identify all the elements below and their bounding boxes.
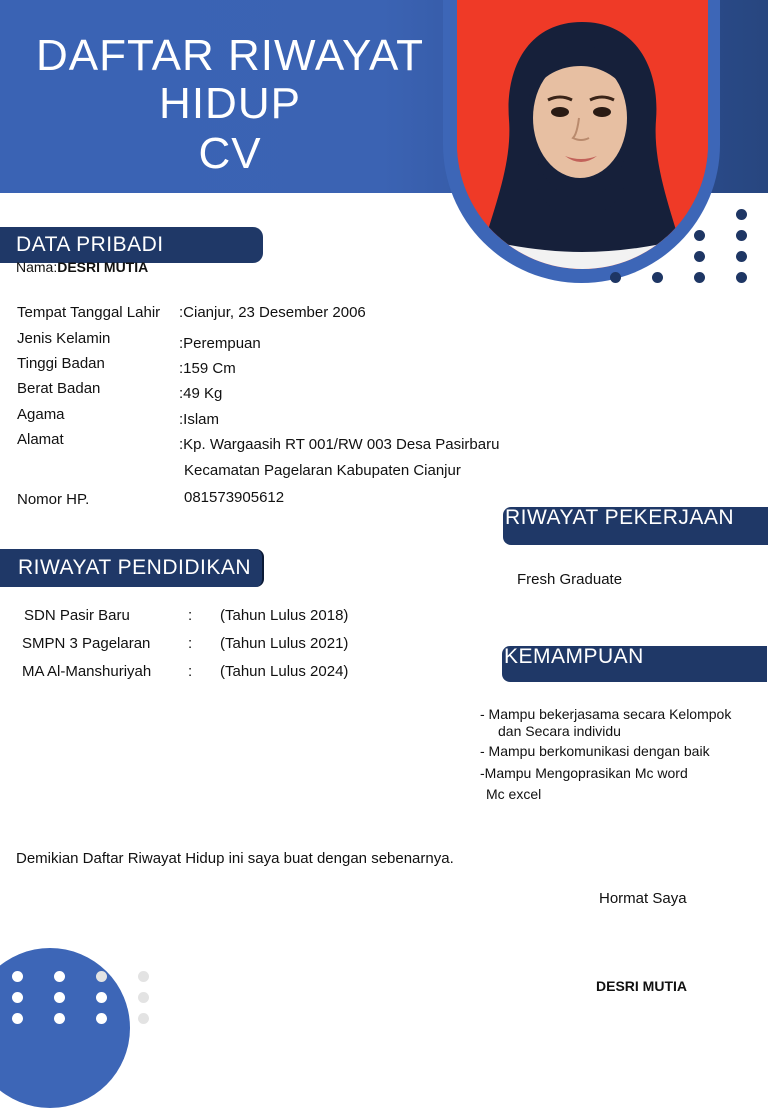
- field-value: :Cianjur, 23 Desember 2006: [179, 304, 366, 321]
- decor-dot: [96, 992, 107, 1003]
- school-name: SMPN 3 Pagelaran: [22, 635, 151, 652]
- skill-item: - Mampu bekerjasama secara Kelompok: [480, 706, 732, 722]
- signature-name: DESRI MUTIA: [596, 978, 687, 994]
- section-heading-pekerjaan: RIWAYAT PEKERJAAN: [503, 507, 768, 545]
- work-history-value: Fresh Graduate: [517, 571, 623, 588]
- decor-dot: [736, 209, 747, 220]
- section-heading-kemampuan: KEMAMPUAN: [502, 646, 767, 682]
- separator: :: [188, 635, 193, 652]
- cv-title-line1: DAFTAR RIWAYAT: [36, 31, 424, 80]
- decor-dot: [54, 971, 65, 982]
- graduation-year: (Tahun Lulus 2021): [220, 635, 349, 652]
- field-value: :Perempuan: [179, 335, 261, 352]
- field-label: Alamat: [17, 431, 64, 448]
- decor-dot: [652, 272, 663, 283]
- field-value: :159 Cm: [179, 360, 236, 377]
- graduation-year: (Tahun Lulus 2024): [220, 663, 349, 680]
- decor-dot: [736, 251, 747, 262]
- decor-dot: [12, 971, 23, 982]
- field-value-line2: Kecamatan Pagelaran Kabupaten Cianjur: [184, 462, 461, 479]
- skill-item: - Mampu berkomunikasi dengan baik: [480, 743, 710, 759]
- field-value: 081573905612: [184, 489, 285, 506]
- decor-dot: [54, 992, 65, 1003]
- field-value: :49 Kg: [179, 385, 223, 402]
- field-label: Tempat Tanggal Lahir: [17, 304, 161, 321]
- portrait-illustration: [457, 0, 708, 269]
- skill-item: -Mampu Mengoprasikan Mc word: [480, 765, 688, 781]
- decor-dot: [138, 971, 149, 982]
- profile-photo: [457, 0, 708, 269]
- field-value: :Kp. Wargaasih RT 001/RW 003 Desa Pasirbaru: [179, 436, 500, 453]
- field-label: Jenis Kelamin: [17, 330, 111, 347]
- closing-statement: Demikian Daftar Riwayat Hidup ini saya buat dengan sebenarnya.: [16, 850, 454, 867]
- decor-dot: [12, 992, 23, 1003]
- field-label: Nomor HP.: [17, 491, 90, 508]
- closing-regards: Hormat Saya: [599, 890, 687, 907]
- separator: :: [188, 663, 193, 680]
- separator: :: [188, 607, 193, 624]
- nama-value: DESRI MUTIA: [57, 259, 149, 275]
- decor-dot: [96, 1013, 107, 1024]
- field-label: Tinggi Badan: [17, 355, 105, 372]
- decor-dot: [96, 971, 107, 982]
- nama-label: Nama:: [16, 259, 58, 275]
- decor-dot: [12, 1013, 23, 1024]
- skill-item-continued: Mc excel: [486, 786, 542, 802]
- decor-dot: [694, 272, 705, 283]
- field-label: Agama: [17, 406, 65, 423]
- decor-dot: [610, 272, 621, 283]
- skill-item-continued: dan Secara individu: [498, 723, 621, 739]
- section-heading-pendidikan: RIWAYAT PENDIDIKAN: [0, 549, 264, 587]
- decor-dot: [694, 230, 705, 241]
- field-value: :Islam: [179, 411, 220, 428]
- school-name: MA Al-Manshuriyah: [22, 663, 152, 680]
- graduation-year: (Tahun Lulus 2018): [220, 607, 349, 624]
- decor-dot: [736, 230, 747, 241]
- school-name: SDN Pasir Baru: [24, 607, 130, 624]
- decor-dot: [694, 251, 705, 262]
- nama-row: [16, 259, 148, 276]
- decor-dot: [138, 1013, 149, 1024]
- section-heading-data-pribadi: DATA PRIBADI: [0, 227, 263, 263]
- decor-dot: [736, 272, 747, 283]
- decor-dot: [54, 1013, 65, 1024]
- field-label: Berat Badan: [17, 380, 101, 397]
- decor-dot: [138, 992, 149, 1003]
- cv-title-line2: HIDUP: [159, 79, 301, 128]
- cv-title-line3: CV: [198, 129, 262, 178]
